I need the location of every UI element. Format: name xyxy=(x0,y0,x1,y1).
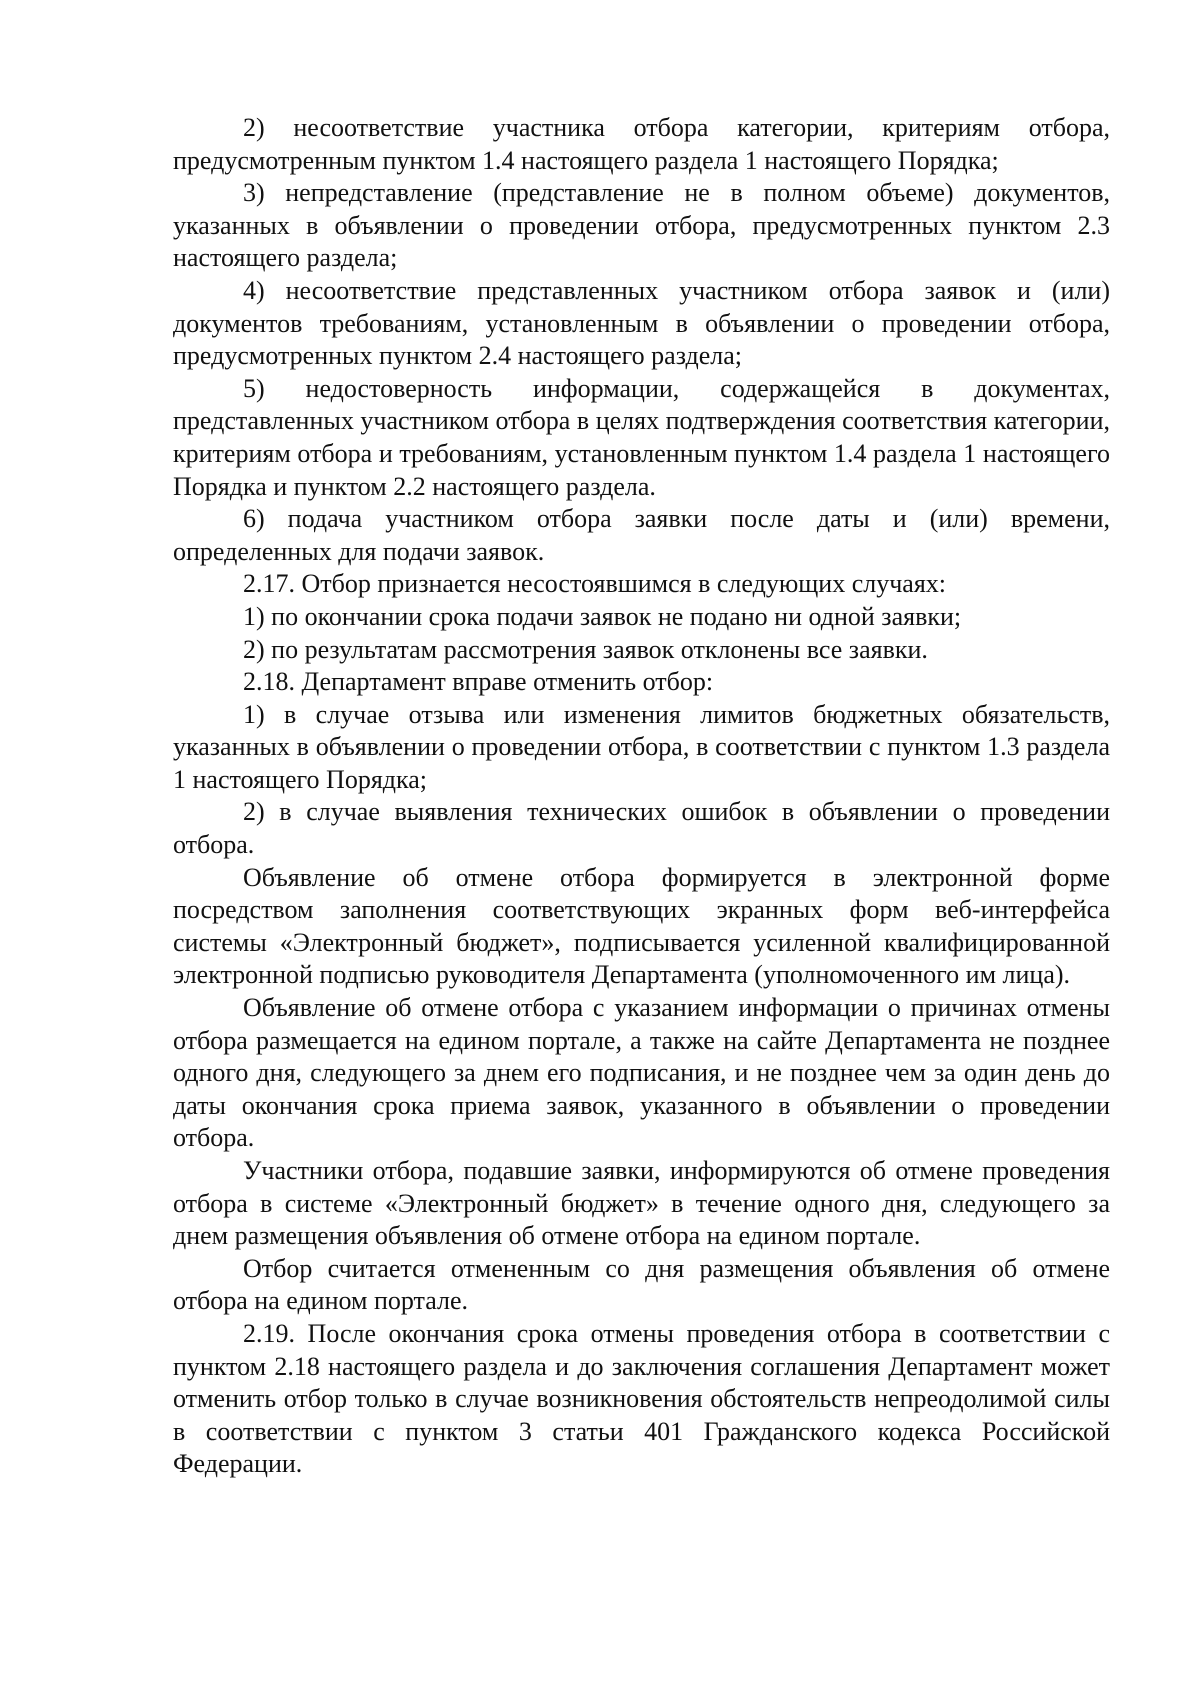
paragraph-2-18-item-2: 2) в случае выявления технических ошибок в объявлении о проведении отбора. xyxy=(173,797,1110,860)
paragraph-2-18-item-1: 1) в случае отзыва или изменения лимитов бюджетных обязательств, указанных в объявлении о проведении отбора, в соответствии с пунктом 1.3 раздела 1 настоящего Порядка; xyxy=(173,699,1110,794)
paragraph-cancellation-effective: Отбор считается отмененным со дня размещения объявления об отмене отбора на едином портале. xyxy=(173,1253,1110,1316)
paragraph-clause-2-18: 2.18. Департамент вправе отменить отбор: xyxy=(243,667,714,697)
paragraph-item-6: 6) подача участником отбора заявки после даты и (или) времени, определенных для подачи заявок. xyxy=(173,504,1110,566)
paragraph-2-17-item-2: 2) по результатам рассмотрения заявок отклонены все заявки. xyxy=(243,634,928,664)
paragraph-participants-notification: Участники отбора, подавшие заявки, информируются об отмене проведения отбора в системе «Электронный бюджет» в течение одного дня, следующего за днем размещения объявления об отмене отбора на едином портале. xyxy=(173,1156,1110,1251)
paragraph-clause-2-19: 2.19. После окончания срока отмены проведения отбора в соответствии с пунктом 2.18 настоящего раздела и до заключения соглашения Департамент может отменить отбор только в случае возникновения обстоятельств непреодолимой силы в соответствии с пунктом 3 статьи 401 Гражданского кодекса Российской Федерации. xyxy=(173,1318,1110,1479)
paragraph-clause-2-17: 2.17. Отбор признается несостоявшимся в следующих случаях: xyxy=(243,569,947,599)
paragraph-2-17-item-1: 1) по окончании срока подачи заявок не подано ни одной заявки; xyxy=(243,601,962,631)
paragraph-item-2: 2) несоответствие участника отбора категории, критериям отбора, предусмотренным пунктом 1.4 настоящего раздела 1 настоящего Порядка; xyxy=(173,113,1110,175)
paragraph-item-5: 5) недостоверность информации, содержащейся в документах, представленных участником отбора в целях подтверждения соответствия категории, критериям отбора и требованиям, установленным пунктом 1.4 раздела 1 настоящего Порядка и пунктом 2.2 настоящего раздела. xyxy=(173,373,1110,501)
paragraph-cancel-announcement-form: Объявление об отмене отбора формируется в электронной форме посредством заполнения соответствующих экранных форм веб-интерфейса системы «Электронный бюджет», подписывается усиленной квалифицированной электронной подписью руководителя Департамента (уполномоченного им лица). xyxy=(173,862,1110,990)
paragraph-cancel-announcement-publication: Объявление об отмене отбора с указанием информации о причинах отмены отбора размещается на едином портале, а также на сайте Департамента не позднее одного дня, следующего за днем его подписания, и не позднее чем за один день до даты окончания срока приема заявок, указанного в объявлении о проведении отбора. xyxy=(173,993,1110,1153)
paragraph-item-4: 4) несоответствие представленных участником отбора заявок и (или) документов требованиям, установленным в объявлении о проведении отбора, предусмотренных пунктом 2.4 настоящего раздела; xyxy=(173,275,1110,371)
paragraph-item-3: 3) непредставление (представление не в полном объеме) документов, указанных в объявлении о проведении отбора, предусмотренных пунктом 2.3 настоящего раздела; xyxy=(173,178,1110,273)
